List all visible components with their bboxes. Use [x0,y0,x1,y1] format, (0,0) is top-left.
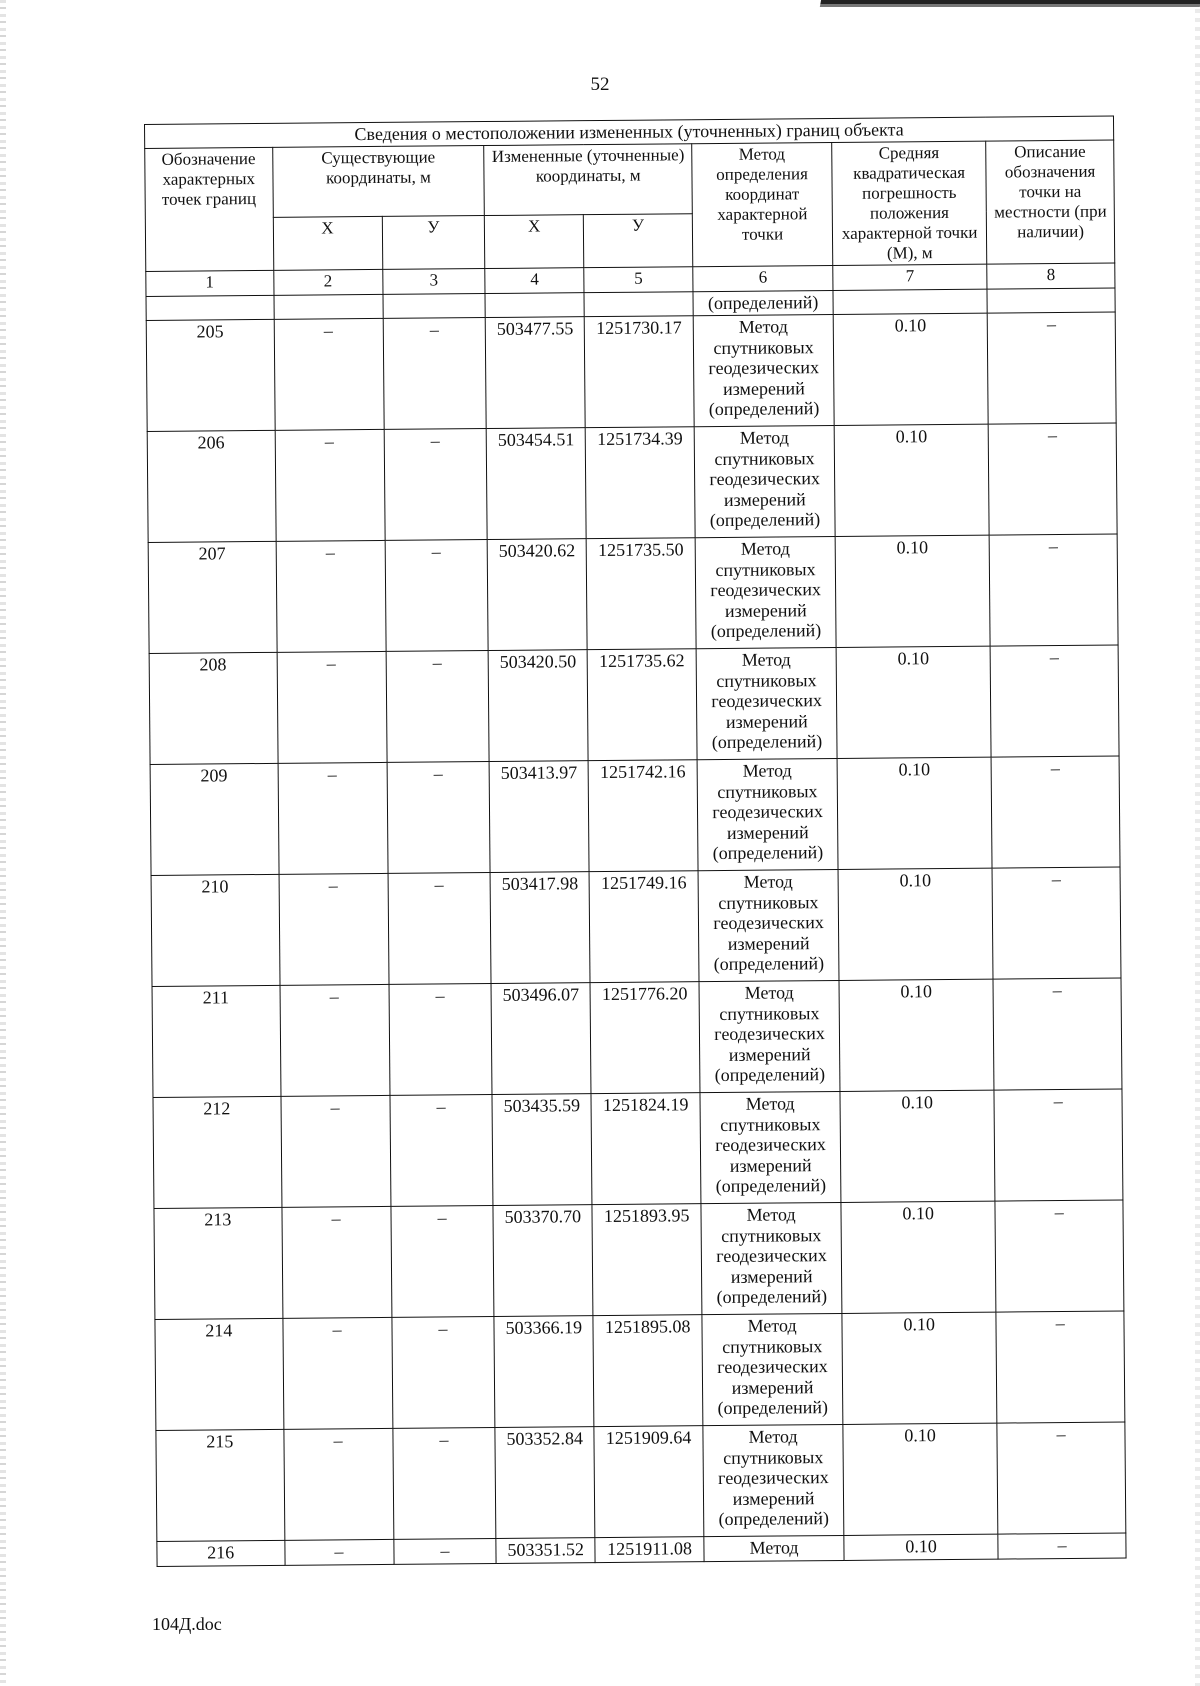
table-row [150,756,1120,875]
existing-x-cell: – [281,1095,391,1207]
existing-y-cell: – [390,1094,494,1206]
method-cell: Метод спутниковых геодезических измерений (определений) [696,647,837,759]
column-number: 4 [485,268,584,294]
existing-x-cell: – [277,651,387,763]
header-method: Метод определения координат характерной точки [692,142,833,266]
existing-x-cell: – [279,873,389,985]
existing-x-cell: – [275,429,385,541]
table-row [153,1089,1123,1208]
column-number: 6 [693,265,833,291]
existing-y-cell: – [386,651,490,763]
point-id-cell: 212 [153,1096,281,1208]
changed-y-cell: 1251742.16 [588,760,698,872]
header-existing-y: У [382,216,485,270]
column-number: 5 [584,267,693,293]
changed-y-cell: 1251735.50 [586,538,696,650]
table-row [151,867,1121,986]
point-id-cell: 215 [156,1429,284,1541]
description-cell: – [992,867,1121,979]
changed-y-cell: 1251735.62 [587,649,697,761]
table-row [147,423,1117,542]
existing-y-cell: – [391,1205,495,1317]
point-id-cell: 211 [152,985,280,1097]
table-row [154,1200,1124,1319]
description-cell: – [989,534,1118,646]
changed-x-cell: 503413.97 [489,761,589,873]
method-cell: Метод спутниковых геодезических измерений (определений) [698,869,839,981]
changed-x-cell: 503477.55 [486,317,586,429]
accuracy-cell: 0.10 [835,535,990,647]
point-id-cell: 216 [157,1540,285,1566]
header-changed-y: У [583,214,692,268]
changed-y-cell: 1251730.17 [584,316,694,428]
point-id-cell: 214 [155,1318,283,1430]
table-caption: Сведения о местоположении измененных (уточненных) границ объекта [145,116,1114,148]
header-changed-coordinates: Измененные (уточненные) координаты, м [484,144,692,216]
point-id-cell: 210 [151,874,279,986]
changed-y-cell: 1251734.39 [585,427,695,539]
existing-y-cell: – [393,1538,496,1564]
description-cell: – [997,1422,1126,1534]
changed-x-cell: 503417.98 [490,872,590,984]
accuracy-cell: 0.10 [840,1090,995,1202]
accuracy-cell: 0.10 [834,424,989,536]
changed-x-cell: 503454.51 [487,428,587,540]
existing-x-cell: – [281,1206,391,1318]
changed-y-cell: 1251911.08 [595,1537,704,1563]
changed-y-cell: 1251893.95 [592,1204,702,1316]
table-row [149,645,1119,764]
header-existing-x: Х [273,216,382,270]
table-row [146,312,1116,431]
description-cell: – [996,1311,1125,1423]
changed-y-cell: 1251776.20 [590,982,700,1094]
method-cell: Метод спутниковых геодезических измерений (определений) [699,980,840,1092]
table-row [152,978,1122,1097]
point-id-cell: 213 [154,1207,282,1319]
description-cell: – [995,1200,1124,1312]
changed-x-cell: 503370.70 [493,1205,593,1317]
accuracy-cell: 0.10 [838,868,993,980]
existing-x-cell: – [274,318,384,430]
changed-x-cell: 503420.62 [488,539,588,651]
method-cell: Метод спутниковых геодезических измерений (определений) [693,314,834,426]
table-body [146,288,1126,1566]
method-cell: Метод спутниковых геодезических измерений (определений) [694,425,835,537]
method-cell: Метод спутниковых геодезических измерений (определений) [700,1091,841,1203]
column-number: 8 [987,263,1115,289]
changed-y-cell: 1251749.16 [589,871,699,983]
accuracy-cell: 0.10 [843,1423,998,1535]
method-cell: Метод спутниковых геодезических измерений (определений) [701,1202,842,1314]
column-number: 3 [382,269,485,295]
table-row [156,1422,1126,1541]
point-id-cell: 208 [149,652,277,764]
description-cell: – [991,756,1120,868]
method-cell: Метод спутниковых геодезических измерений (определений) [697,758,838,870]
point-id-cell: 205 [146,319,274,431]
existing-x-cell: – [282,1317,392,1429]
point-id-cell: 207 [148,541,276,653]
changed-x-cell: 503420.50 [488,650,588,762]
method-cell: Метод спутниковых геодезических измерений (определений) [702,1313,843,1425]
scan-artifact [819,0,1200,12]
header-point-designation: Обозначение характерных точек границ [145,147,274,271]
changed-x-cell: 503366.19 [494,1316,594,1428]
description-cell: – [994,1089,1123,1201]
accuracy-cell: 0.10 [844,1534,998,1560]
footer-filename: 104Д.doc [152,1614,222,1634]
existing-x-cell: – [280,984,390,1096]
accuracy-cell: 0.10 [833,313,988,425]
existing-x-cell: – [284,1539,393,1565]
changed-x-cell: 503435.59 [492,1094,592,1206]
accuracy-cell: 0.10 [837,757,992,869]
existing-y-cell: – [383,318,487,430]
scan-edge-left [0,0,6,1686]
existing-x-cell: – [276,540,386,652]
existing-y-cell: – [385,540,489,652]
accuracy-cell: 0.10 [836,646,991,758]
page-number: 52 [590,74,610,95]
header-existing-coordinates: Существующие координаты, м [272,146,484,218]
existing-y-cell: – [388,873,492,985]
accuracy-cell: 0.10 [841,1201,996,1313]
column-number: 2 [273,269,382,295]
changed-x-cell: 503352.84 [495,1427,595,1539]
description-cell: – [993,978,1122,1090]
header-changed-x: Х [485,215,584,269]
boundary-points-table [144,116,1127,1567]
continuation-method-text: (определений) [693,290,833,315]
existing-x-cell: – [278,762,388,874]
accuracy-cell: 0.10 [842,1312,997,1424]
accuracy-cell: 0.10 [839,979,994,1091]
point-id-cell: 206 [147,430,275,542]
existing-y-cell: – [387,762,491,874]
method-cell: Метод спутниковых геодезических измерений (определений) [703,1424,844,1536]
description-cell: – [998,1533,1126,1559]
description-cell: – [988,423,1117,535]
existing-x-cell: – [283,1428,393,1540]
header-description: Описание обозначения точки на местности (при наличии) [986,140,1115,264]
existing-y-cell: – [389,984,493,1096]
point-id-cell: 209 [150,763,278,875]
header-accuracy: Средняя квадратическая погрешность положения характерной точки (М), м [832,141,987,265]
description-cell: – [990,645,1119,757]
scan-edge-right [1195,0,1200,1686]
changed-x-cell: 503496.07 [491,983,591,1095]
changed-y-cell: 1251909.64 [594,1426,704,1538]
existing-y-cell: – [384,429,488,541]
table-row [148,534,1118,653]
existing-y-cell: – [391,1316,495,1428]
column-number: 7 [833,264,987,290]
existing-y-cell: – [392,1427,496,1539]
description-cell: – [987,312,1116,424]
changed-y-cell: 1251824.19 [591,1093,701,1205]
table-row [155,1311,1125,1430]
changed-x-cell: 503351.52 [496,1538,595,1564]
changed-y-cell: 1251895.08 [593,1315,703,1427]
column-number: 1 [146,270,274,296]
method-cell: Метод спутниковых геодезических измерений (определений) [695,536,836,648]
method-cell: Метод [704,1535,844,1561]
